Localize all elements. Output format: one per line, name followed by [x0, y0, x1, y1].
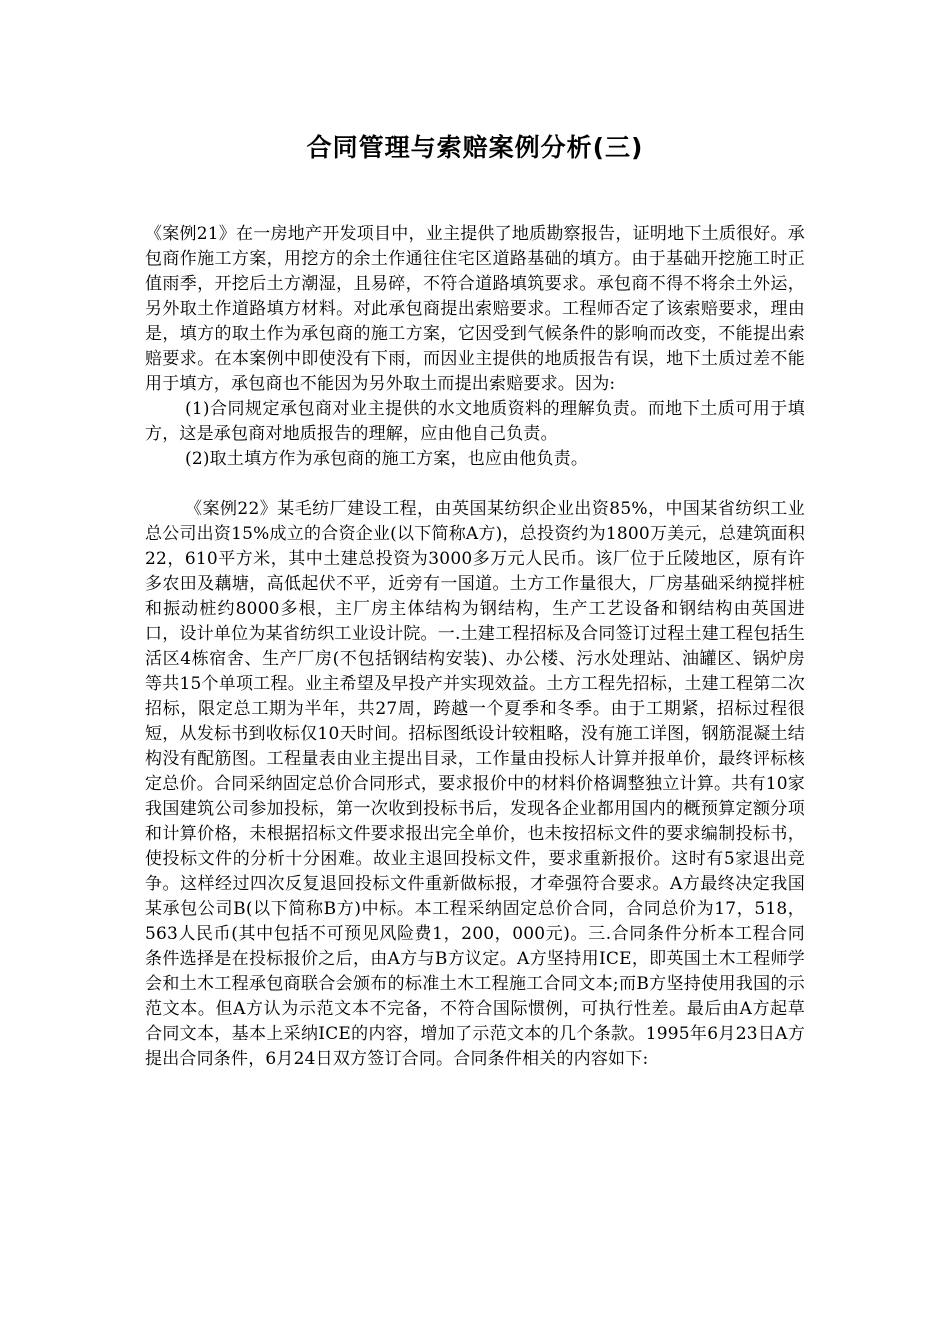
case22-paragraph: 《案例22》某毛纺厂建设工程，由英国某纺织企业出资85%，中国某省纺织工业总公司出资15%成立的合资企业(以下简称A方)，总投资约为1800万美元，总建筑面积22，610平方米，其中土建总投资为3000多万元人民币。该厂位于丘陵地区，原有许多农田及藕塘，高低起伏不平，近旁有一国道。土方工作量很大，厂房基础采纳搅拌桩和振动桩约8000多根，主厂房主体结构为钢结构，生产工艺设备和钢结构由英国进口，设计单位为某省纺织工业设计院。一.土建工程招标及合同签订过程土建工程包括生活区4栋宿舍、生产厂房(不包括钢结构安装)、办公楼、污水处理站、油罐区、锅炉房等共15个单项工程。业主希望及早投产并实现效益。土方工程先招标，土建工程第二次招标，限定总工期为半年，共27周，跨越一个夏季和冬季。由于工期紧，招标过程很短，从发标书到收标仅10天时间。招标图纸设计较粗略，没有施工详图，钢筋混凝土结构没有配筋图。工程量表由业主提出目录，工作量由投标人计算并报单价，最终评标核定总价。合同采纳固定总价合同形式，要求报价中的材料价格调整独立计算。共有10家我国建筑公司参加投标，第一次收到投标书后，发现各企业都用国内的概预算定额分项和计算价格，未根据招标文件要求报出完全单价，也未按招标文件的要求编制投标书，使投标文件的分析十分困难。故业主退回投标文件，要求重新报价。这时有5家退出竞争。这样经过四次反复退回投标文件重新做标报，才牵强符合要求。A方最终决定我国某承包公司B(以下简称B方)中标。本工程采纳固定总价合同，合同总价为17，518，563人民币(其中包括不可预见风险费1，200，000元)。三.合同条件分析本工程合同条件选择是在投标报价之后，由A方与B方议定。A方坚持用ICE，即英国土木工程师学会和土木工程承包商联合会颁布的标准土木工程施工合同文本;而B方坚持使用我国的示范文本。但A方认为示范文本不完备，不符合国际惯例，可执行性差。最后由A方起草合同文本，基本上采纳ICE的内容，增加了示范文本的几个条款。1995年6月23日A方提出合同条件，6月24日双方签订合同。合同条件相关的内容如下: — [145, 499, 805, 1069]
case21-intro-paragraph: 《案例21》在一房地产开发项目中，业主提供了地质勘察报告，证明地下土质很好。承包商作施工方案，用挖方的余土作通往住宅区道路基础的填方。由于基础开挖施工时正值雨季，开挖后土方潮湿，且易碎，不符合道路填筑要求。承包商不得不将余土外运，另外取土作道路填方材料。对此承包商提出索赔要求。工程师否定了该索赔要求，理由是，填方的取土作为承包商的施工方案，它因受到气候条件的影响而改变，不能提出索赔要求。在本案例中即使没有下雨，而因业主提供的地质报告有误，地下土质过差不能用于填方，承包商也不能因为另外取土而提出索赔要求。因为: — [145, 224, 805, 394]
case21-reason-2: (2)取土填方作为承包商的施工方案，也应由他负责。 — [185, 449, 589, 469]
document-title: 合同管理与索赔案例分析(三) — [306, 133, 644, 162]
paragraph-spacer — [145, 472, 805, 497]
document-body — [145, 222, 805, 1072]
case21-reason-1: (1)合同规定承包商对业主提供的水文地质资料的理解负责。而地下土质可用于填方，这是承包商对地质报告的理解，应由他自己负责。 — [145, 399, 805, 444]
